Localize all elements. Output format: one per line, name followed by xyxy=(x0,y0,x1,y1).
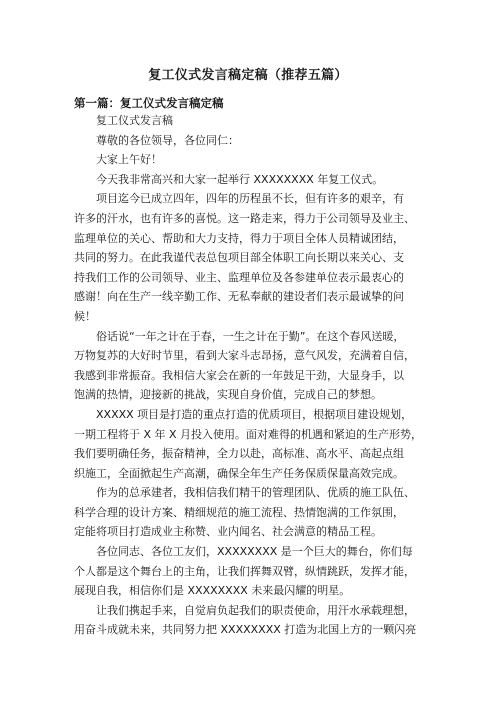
body-line: 许多的汗水，也有许多的喜悦。这一路走来，得力于公司领导及业主、 xyxy=(74,211,415,225)
body-line: 项目迄今已成立四年，四年的历程虽不长，但有许多的艰辛，有 xyxy=(96,192,404,206)
body-line: 我们要明确任务，振奋精神，全力以赴，高标准、高水平、高起点组 xyxy=(74,447,404,461)
body-line: 感谢！向在生产一线辛勤工作、无私奉献的建设者们表示最诚挚的问 xyxy=(74,290,404,304)
body-line: 候！ xyxy=(74,309,96,323)
body-line: 监理单位的关心、帮助和大力支持，得力于项目全体人员精诚团结， xyxy=(74,231,404,245)
body-line: 织施工，全面掀起生产高潮，确保全年生产任务保质保量高效完成。 xyxy=(74,466,404,480)
body-line: 展现自我，相信你们是 XXXXXXXX 未来最闪耀的明星。 xyxy=(74,584,351,598)
body-line: 今天我非常高兴和大家一起举行 XXXXXXXX 年复工仪式。 xyxy=(96,172,384,186)
body-line: 复工仪式发言稿 xyxy=(96,114,173,127)
body-line: 万物复苏的大好时节里，看到大家斗志昂扬，意气风发，充满着自信， xyxy=(74,349,415,363)
body-line: 个人都是这个舞台上的主角，让我们挥舞双臂，纵情跳跃，发挥才能， xyxy=(74,564,415,578)
body-line: 一期工程将于 X 年 X 月投入使用。面对难得的机遇和紧迫的生产形势， xyxy=(74,427,423,441)
body-line: XXXXX 项目是打造的重点打造的优质项目，根据项目建设规划， xyxy=(96,407,413,421)
document-body xyxy=(74,111,424,640)
body-line: 定能将项目打造成业主称赞、业内闻名、社会满意的精品工程。 xyxy=(74,525,382,539)
body-line: 作为的总承建者，我相信我们精干的管理团队、优质的施工队伍、 xyxy=(96,486,415,500)
document-title: 复工仪式发言稿定稿（推荐五篇） xyxy=(148,68,348,83)
body-line: 共同的努力。在此我谨代表总包项目部全体职工向长期以来关心、支 xyxy=(74,251,404,265)
body-line: 大家上午好！ xyxy=(96,153,162,167)
section-heading: 第一篇：复工仪式发言稿定稿 xyxy=(74,96,224,110)
body-line: 各位同志、各位工友们，XXXXXXXX 是一个巨大的舞台，你们每 xyxy=(96,545,413,559)
body-line: 饱满的热情，迎接新的挑战，实现自身价值，完成自己的梦想。 xyxy=(74,388,382,402)
body-line: 持我们工作的公司领导、业主、监理单位及各参建单位表示最衷心的 xyxy=(74,270,404,284)
body-line: 用奋斗成就未来，共同努力把 XXXXXXXX 打造为北国上方的一颗闪亮 xyxy=(74,623,417,637)
body-line: 俗话说“一年之计在于春，一生之计在于勤”。在这个春风送暖， xyxy=(96,329,405,343)
body-line: 科学合理的设计方案、精细规范的施工流程、热情饱满的工作氛围， xyxy=(74,505,404,519)
body-line: 让我们携起手来，自觉肩负起我们的职责使命，用汗水承载理想， xyxy=(96,603,415,617)
body-line: 我感到非常振奋。我相信大家会在新的一年鼓足干劲，大显身手，以 xyxy=(74,368,404,382)
body-line: 尊敬的各位领导，各位同仁： xyxy=(96,133,239,147)
